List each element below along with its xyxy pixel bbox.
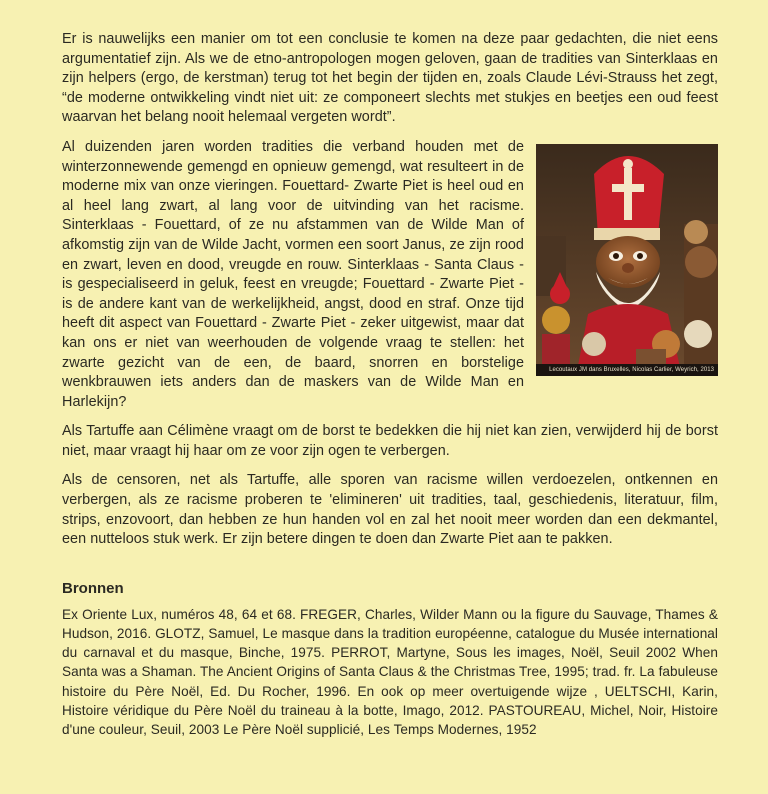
photo-caption: Lecoutaux JM dans Bruxelles, Nicolas Carlier, Weyrich, 2013 — [536, 364, 718, 376]
sources-list: Ex Oriente Lux, numéros 48, 64 et 68. FREGER, Charles, Wilder Mann ou la figure du Sauvage, Thames & Hudson, 2016. GLOTZ, Samuel, Le masque dans la tradition européenne, catalogue du Musée international du carnaval et du masque, Binche, 1975. PERROT, Martyne, Sous les images, Noël, Seuil 2002 When Santa was a Shaman. The Ancient Origins of Santa Claus & the Christmas Tree, 1995; trad. fr. La fabuleuse histoire du Père Noël, Ed. Du Rocher, 1996. En ook op meer overtuigende wijze , UELTSCHI, Karin, Histoire véridique du Père Noël du traineau à la botte, Imago, 2012. PASTOUREAU, Michel, Noir, Histoire d'une couleur, Seuil, 2003 Le Père Noël supplicié, Les Temps Modernes, 1952 — [62, 606, 718, 738]
paragraph-traditions-text: Al duizenden jaren worden tradities die verband houden met de winterzonnewende gemengd en opnieuw gemengd, wat resulteert in de moderne mix van onze vieringen. Fouettard- Zwarte Piet is heel oud en al heel lang zwart, al lang voor de uitvinding van het racisme. Sinterklaas - Fouettard, of ze nu afstammen van de Wilde Man of afkomstig zijn van de Wilde Jacht, vormen een soort Janus, ze zijn rood en zwart, leven en dood, vreugde en rouw. Sinterklaas - Santa Claus - is gespecialiseerd in geluk, feest en vreugde; Fouettard - Zwarte Piet - is de andere kant van de werkelijkheid, angst, dood en straf. Onze tijd heeft dit aspect van Fouettard - Zwarte Piet - zeker uitgewist, maar dat kan ons er niet van weerhouden de volgende vraag te stellen: het zwarte gezicht van de een, de baard, snorren en borstelige wenkbrauwen iets anders dan de maskers van de Wilde Man en Harlekijn? — [62, 138, 524, 410]
paragraph-traditions — [62, 138, 718, 412]
chocolate-saint-nicholas-photo — [536, 144, 718, 376]
sources-heading: Bronnen — [62, 579, 124, 597]
photo-figure — [536, 144, 718, 376]
paragraph-tartuffe: Als Tartuffe aan Célimène vraagt om de borst te bedekken die hij niet kan zien, verwijderd hij de borst niet, maar vraagt hij haar om ze voor zijn ogen te verbergen. — [62, 423, 718, 459]
paragraph-intro: Er is nauwelijks een manier om tot een conclusie te komen na deze paar gedachten, die niet eens argumentatief zijn. Als we de etno-antropologen mogen geloven, gaan de tradities van Sinterklaas en zijn helpers (ergo, de kerstman) terug tot het begin der tijden en, zoals Claude Lévi-Strauss het zegt, “de moderne ontwikkeling vindt niet uit: ze componeert slechts met stukjes en beetjes een oud feest waarvan het belang nooit helemaal vergeten wordt”. — [62, 31, 718, 126]
paragraph-censors: Als de censoren, net als Tartuffe, alle sporen van racisme willen verdoezelen, ontkennen en verbergen, als ze racisme proberen te 'elimineren' uit tradities, taal, geschiedenis, literatuur, film, strips, enzovoort, dan hebben ze hun handen vol en zal het nooit meer worden dan een dekmantel, een nutteloos stuk werk. Er zijn betere dingen te doen dan Zwarte Piet aan te pakken. — [62, 472, 718, 548]
